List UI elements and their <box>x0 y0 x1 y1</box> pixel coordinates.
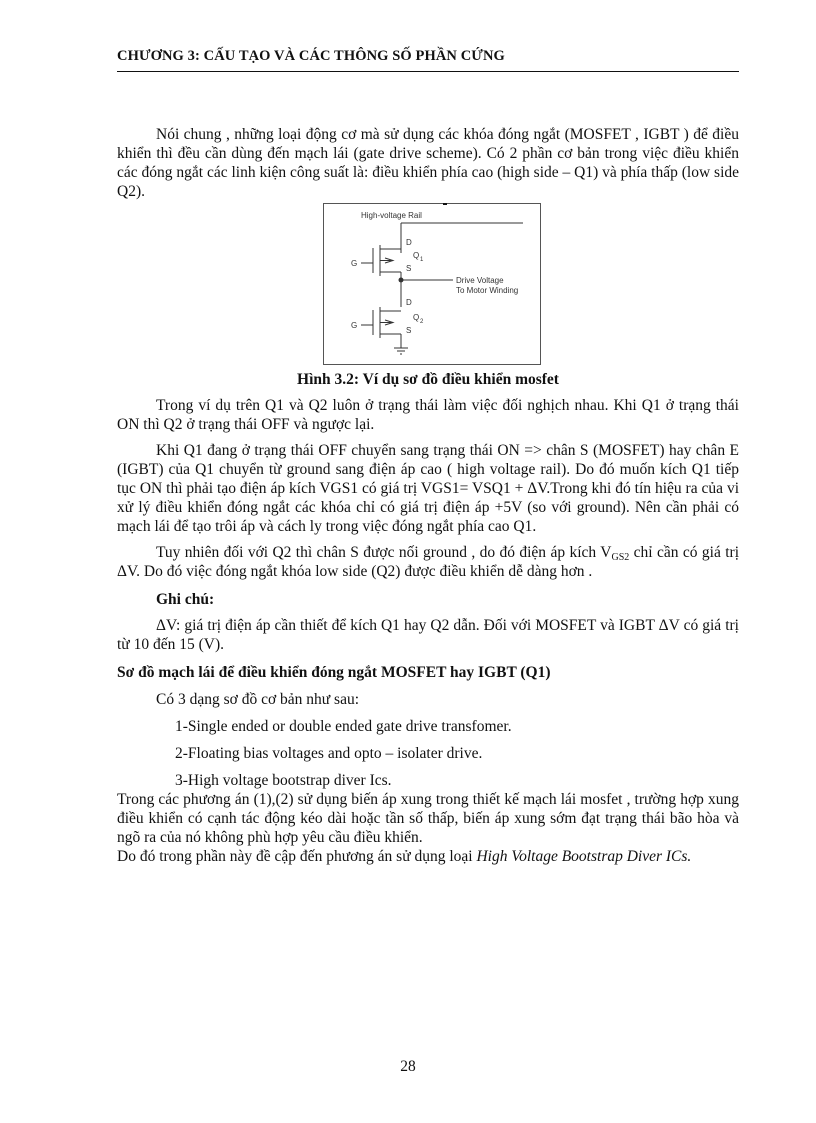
q2-mosfet-symbol <box>361 307 401 348</box>
list-item: 3-High voltage bootstrap diver Ics. <box>175 772 392 789</box>
q1-sub: 1 <box>420 257 424 263</box>
q2-gate-label: G <box>351 321 358 330</box>
paragraph-q1-on: Khi Q1 đang ở trạng thái OFF chuyển sang trạng thái ON => chân S (MOSFET) hay chân E (IGBT) của Q1 chuyển từ ground sang điện áp cao ( high voltage rail). Do đó muốn kích Q1 tiếp tục ON thì phải tạo điện áp kích VGS1 có giá trị VGS1= VSQ1 + ΔV.Trong khi đó tín hiệu ra của vi xử lý điều khiển đóng ngắt các khóa chỉ có giá trị điện áp +5V (so với ground). Nên cần phải có mạch lái để tạo trôi áp và cách ly trong việc đóng ngắt phía cao Q1. <box>117 442 739 535</box>
q2-source-label: S <box>406 326 412 335</box>
paragraph-intro: Nói chung , những loại động cơ mà sử dụng các khóa đóng ngắt (MOSFET , IGBT ) để điều khiển thì đều cần dùng đến mạch lái (gate drive scheme). Có 2 phần cơ bản trong việc điều khiển các đóng ngắt các linh kiện công suất là: điều khiển phía cao (high side – Q1) và phía thấp (low side Q2). <box>117 126 739 200</box>
conclusion-emphasis: High Voltage Bootstrap Diver ICs. <box>476 848 692 865</box>
q2-label: Q <box>413 313 420 322</box>
p4-before: Tuy nhiên đối với Q2 thì chân S được nối ground , do đó điện áp kích V <box>156 544 612 561</box>
q2-drain-label: D <box>406 298 412 307</box>
q2-sub: 2 <box>420 319 424 325</box>
q1-mosfet-symbol <box>361 245 401 307</box>
frame-mark <box>443 203 447 205</box>
list-item: 2-Floating bias voltages and opto – isolater drive. <box>175 745 483 762</box>
note-label: Ghi chú: <box>156 591 215 608</box>
page-content <box>117 125 739 866</box>
list-intro: Có 3 dạng sơ đồ cơ bản như sau: <box>156 691 360 708</box>
vgs2-subscript: GS2 <box>611 552 630 563</box>
chapter-header: CHƯƠNG 3: CẤU TẠO VÀ CÁC THÔNG SỐ PHẦN CỨNG <box>117 48 505 64</box>
rail-label: High-voltage Rail <box>361 211 422 220</box>
half-bridge-diagram <box>323 203 541 365</box>
q1-drain-label: D <box>406 238 412 247</box>
mosfet-figure <box>117 203 739 363</box>
conclusion-text: Do đó trong phần này đề cập đến phương án sử dụng loại <box>117 848 477 865</box>
ground-icon <box>394 348 408 354</box>
drive-label-line2: To Motor Winding <box>456 286 519 295</box>
paragraph-conclusion <box>117 847 739 866</box>
paragraph-q1-q2: Trong ví dụ trên Q1 và Q2 luôn ở trạng thái làm việc đối nghịch nhau. Khi Q1 ở trạng thái ON thì Q2 ở trạng thái OFF và ngược lại. <box>117 397 739 433</box>
paragraph-q2 <box>117 543 739 581</box>
list-item: 1-Single ended or double ended gate drive transfomer. <box>175 718 512 735</box>
header-rule <box>117 71 739 72</box>
q1-gate-label: G <box>351 259 358 268</box>
paragraph-options: Trong các phương án (1),(2) sử dụng biến áp xung trong thiết kế mạch lái mosfet , trường hợp xung điều khiển có cạnh tác động kéo dài hoặc tần số thấp, biến áp xung sớm đạt trạng thái bão hòa và ngõ ra của nó không phù hợp yêu cầu điều khiển. <box>117 791 739 846</box>
q1-source-label: S <box>406 264 412 273</box>
paragraph-delta-v: ΔV: giá trị điện áp cần thiết để kích Q1 hay Q2 dẫn. Đối với MOSFET và IGBT ΔV có giá trị từ 10 đến 15 (V). <box>117 617 739 653</box>
p4-after: chỉ cần có giá trị ΔV. Do đó việc đóng ngắt khóa low side (Q2) được điều khiển dễ dàng hơn . <box>117 544 739 580</box>
diagram-frame <box>324 204 541 365</box>
section-title: Sơ đồ mạch lái để điều khiển đóng ngắt MOSFET hay IGBT (Q1) <box>117 664 551 681</box>
drive-label-line1: Drive Voltage <box>456 276 504 285</box>
figure-caption: Hình 3.2: Ví dụ sơ đồ điều khiển mosfet <box>297 371 559 388</box>
q1-label: Q <box>413 251 420 260</box>
page-number: 28 <box>400 1058 416 1075</box>
